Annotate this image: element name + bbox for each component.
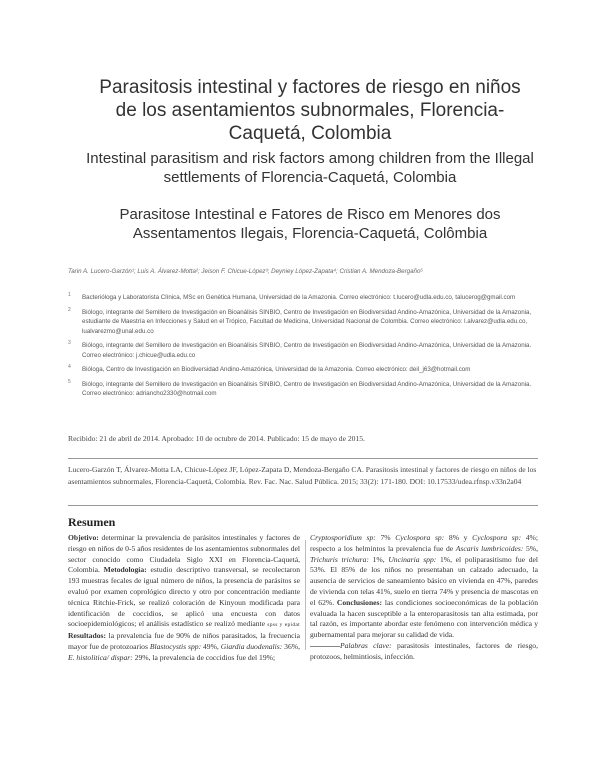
species-value: 4%; respecto a los helmintos la prevalencia fue de bbox=[310, 533, 538, 553]
affiliation-number: 2 bbox=[68, 306, 71, 313]
conclusiones-text: las condiciones socioeconómicas de la población evaluada la hacen susceptible a la enteroparasitosis tan alta estimada, por tal razón, es importante abordar este fenómeno con intervención médica y gubernamental para mejorar su calidad de vida. bbox=[310, 597, 538, 640]
species-value: 8% y bbox=[444, 533, 473, 542]
citation: Lucero-Garzón T, Álvarez-Motta LA, Chicue-López JF, López-Zapata D, Mendoza-Bergaño CA. Parasitosis intestinal y factores de riesgo en niños de los asentamientos subnormales, Florencia-Caquetá, Colombia. Rev. Fac. Nac. Salud Pública. 2015; 33(2): 171-180. DOI: 10.17533/udea.rfnsp.v33n2a04 bbox=[68, 465, 537, 486]
keywords-label: Palabras clave: bbox=[340, 640, 392, 650]
species-value: 29%, la prevalencia de coccidios fue del 19%; bbox=[132, 652, 276, 662]
species-value: 1%, bbox=[368, 554, 389, 564]
resumen-heading: Resumen bbox=[68, 515, 116, 529]
resultados-text: la prevalencia fue de 90% de niños parasitados, la frecuencia mayor fue de protozoarios bbox=[68, 631, 300, 651]
metodologia-label: Metodología: bbox=[103, 565, 147, 575]
species-name: Cyclospora sp: bbox=[472, 533, 522, 542]
objetivo-label: Objetivo: bbox=[68, 533, 99, 542]
affiliation-text: Biólogo, integrante del Semillero de Investigación en Bioanálisis SINBIO, Centro de Investigación en Biodiversidad Andino-Amazónica, Universidad de la Amazonia. Correo electrónico: adriancho2330@hotmail.com bbox=[82, 380, 532, 397]
species-name: Ascaris lumbricoides: bbox=[455, 543, 524, 553]
species-value: 1%, el poliparasitismo fue del 53%. El 85% de los niños no presentaban un calzado adecuado, la ausencia de servicios de saneamiento básico en vivienda en 47%, paredes de vivienda con telas 41%, suelo en tierra 74% y presencia de mascotas en el 62%. bbox=[310, 554, 538, 607]
english-title bbox=[70, 149, 550, 187]
affiliation-item bbox=[68, 365, 538, 375]
keyword-dash bbox=[310, 646, 340, 647]
species-name: Cyclospora sp: bbox=[395, 533, 445, 542]
software-names: spss y epidat bbox=[267, 622, 300, 629]
affiliation-item bbox=[68, 308, 538, 337]
abstract-column-left bbox=[68, 533, 300, 664]
divider bbox=[68, 505, 538, 506]
english-title-line: Intestinal parasitism and risk factors among children from the Illegal bbox=[86, 150, 534, 167]
species-value: 7% bbox=[375, 533, 396, 542]
objetivo-text: determinar la prevalencia de parásitos intestinales y factores de riesgo en niños de 0-5 años residentes de los asentamientos subnormales del sector conocido como Ciudadela Siglo XXI en Florencia-Caquetá, Colombia. bbox=[68, 533, 300, 575]
affiliation-item bbox=[68, 380, 538, 399]
affiliation-text: Bióloga, Centro de Investigación en Biodiversidad Andino-Amazónica, Universidad de la Amazonia. Correo electrónico: deil_j63@hotmail.com bbox=[82, 366, 471, 373]
spanish-title-line: de los asentamientos subnormales, Florencia- bbox=[115, 100, 505, 121]
affiliation-number: 1 bbox=[68, 292, 71, 298]
conclusiones-label: Conclusiones: bbox=[336, 597, 383, 607]
column-divider bbox=[305, 540, 306, 650]
author-list: Tarin A. Lucero-Garzón¹; Luis A. Álvarez-Motta²; Jeison F. Chicue-López³; Deyniey López-Zapata⁴; Cristian A. Mendoza-Bergaño⁵ bbox=[68, 268, 424, 275]
resultados-label: Resultados: bbox=[68, 631, 106, 641]
affiliation-number: 3 bbox=[68, 340, 71, 346]
affiliation-item bbox=[68, 341, 538, 360]
spanish-title-line: Caquetá, Colombia bbox=[228, 123, 392, 144]
species-name: Blastocystis spp: bbox=[149, 641, 202, 651]
species-value: 5%, bbox=[523, 543, 538, 553]
species-name: Cryptosporidium sp: bbox=[310, 533, 376, 542]
spanish-title-line: Parasitosis intestinal y factores de riesgo en niños bbox=[99, 77, 521, 98]
species-value: 36%, bbox=[282, 641, 300, 651]
affiliation-number: 4 bbox=[68, 364, 71, 370]
affiliation-text: Biólogo, integrante del Semillero de Investigación en Bioanálisis SINBIO, Centro de Investigación en Biodiversidad Andino-Amazónica, Universidad de la Amazonia. Correo electrónico: j.chicue@udla.edu.co bbox=[82, 342, 532, 359]
affiliation-text: Biólogo, integrante del Semillero de Investigación en Bioanálisis SINBIO, Centro de Investigación en Biodiversidad Andino-Amazónica, Universidad de la Amazonia, estudiante de Maestría en Infecciones y Salud en el Trópico, Facultad de Medicina, Universidad Nacional de Colombia. Correo electrónico: l.alvarez@udla.edu.co, lualvarezmo@unal.edu.co bbox=[82, 308, 532, 335]
divider bbox=[68, 458, 538, 459]
species-value: 49%, bbox=[201, 641, 221, 651]
portuguese-title bbox=[70, 205, 550, 243]
portuguese-title-line: Parasitose Intestinal e Fatores de Risco em Menores dos bbox=[119, 206, 501, 223]
species-name: E. histolitica/ dispar: bbox=[68, 652, 133, 662]
species-name: Giardia duodenalis: bbox=[220, 641, 283, 651]
publication-dates: Recibido: 21 de abril de 2014. Aprobado: 10 de octubre de 2014. Publicado: 15 de mayo de 2015. bbox=[68, 434, 365, 443]
metodologia-text: estudio descriptivo transversal, se recolectaron 193 muestras fecales de igual número de niños, la presencia de parásitos se evaluó por examen coprológico directo y otro por concentración mediante técnica Ritchie-Frick, se realizó coloración de Kinyoun modificada para identificación de coccidios, se aplicó una encuesta con datos socioepidemiológicos; el análisis estadístico se realizó mediante bbox=[68, 565, 300, 629]
keywords-text: parasitosis intestinales, factores de riesgo, protozoos, helmintiosis, infección. bbox=[310, 640, 538, 661]
portuguese-title-line: Assentamentos Ilegais, Florencia-Caquetá, Colômbia bbox=[132, 225, 488, 242]
english-title-line: settlements of Florencia-Caquetá, Colombia bbox=[163, 169, 457, 186]
spanish-title bbox=[60, 76, 560, 145]
affiliation-list bbox=[68, 293, 538, 404]
species-name: Trichuris trichura: bbox=[310, 554, 369, 564]
affiliation-number: 5 bbox=[68, 378, 71, 385]
species-name: Uncinaria spp: bbox=[388, 554, 437, 564]
affiliation-item bbox=[68, 293, 538, 303]
affiliation-text: Bacterióloga y Laboratorista Clínica, MSc en Genética Humana, Universidad de la Amazonia. Correo electrónico: t.lucero@udla.edu.co, talucerog@gmail.com bbox=[82, 294, 516, 301]
abstract-column-right bbox=[310, 533, 538, 663]
